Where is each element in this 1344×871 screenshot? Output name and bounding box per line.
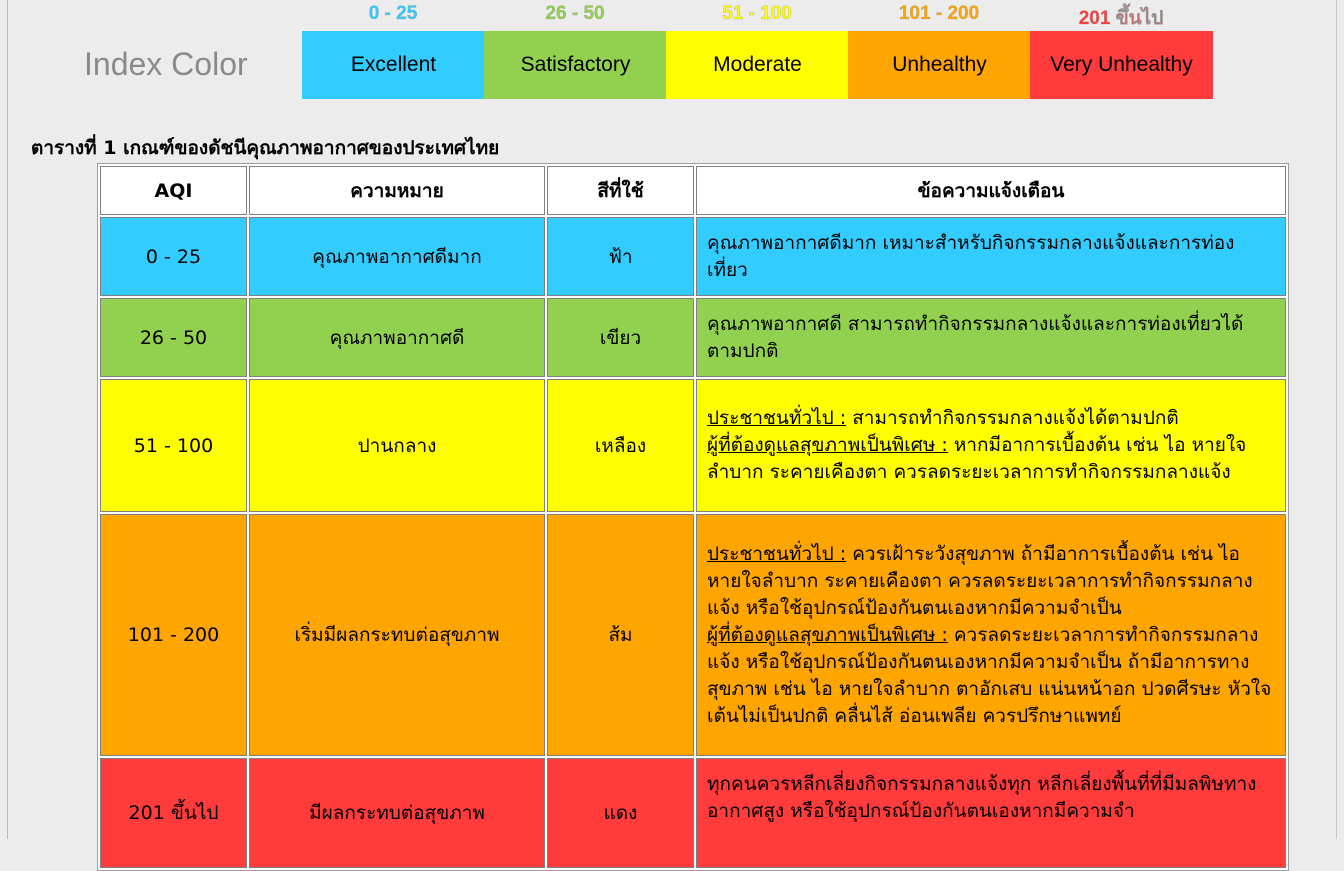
sensitive-group-text: ควรลดระยะเวลาการทำกิจกรรมกลางแจ้ง หรือใช้อุปกรณ์ป้องกันตนเองหากมีความจำเป็น ถ้ามีอาการทางสุขภาพ เช่น ไอ หายใจลำบาก ตาอักเสบ แน่นหน้าอก ปวดศีรษะ หัวใจเต้นไม่เป็นปกติ คลื่นไส้ อ่อนเพลีย ควรปรึกษาแพทย์ (707, 623, 1272, 727)
table-row (100, 298, 1286, 377)
legend-swatch-moderate: Moderate (666, 31, 849, 99)
sensitive-group-label: ผู้ที่ต้องดูแลสุขภาพเป็นพิเศษ : (707, 434, 948, 456)
table-row (100, 379, 1286, 512)
sensitive-group-text: หากมีอาการเบื้องต้น เช่น ไอ หายใจลำบาก ระคายเคืองตา ควรลดระยะเวลาการทำกิจกรรมกลางแจ้ง (707, 434, 1247, 483)
warning-text: คุณภาพอากาศดี สามารถทำกิจกรรมกลางแจ้งและการท่องเที่ยวได้ตามปกติ (707, 312, 1244, 362)
legend-swatch-very-unhealthy: Very Unhealthy (1030, 31, 1213, 99)
legend-swatch-excellent: Excellent (302, 31, 485, 99)
warning-cell (696, 379, 1286, 512)
table-row (100, 217, 1286, 296)
aqi-range-cell: 201 ขึ้นไป (100, 758, 247, 868)
warning-cell (696, 758, 1286, 868)
meaning-cell: คุณภาพอากาศดีมาก (249, 217, 545, 296)
legend-color-bar (302, 31, 1213, 99)
header-warning: ข้อความแจ้งเตือน (696, 166, 1286, 215)
legend-range-unhealthy: 101 - 200 (898, 3, 980, 24)
legend-range-very-unhealthy: 201 ขึ้นไป (1078, 8, 1164, 29)
aqi-criteria-table (97, 163, 1289, 871)
table-row (100, 758, 1286, 868)
general-public-text: ควรเฝ้าระวังสุขภาพ ถ้ามีอาการเบื้องต้น เช่น ไอ หายใจลำบาก ระคายเคืองตา ควรลดระยะเวลาการทำกิจกรรมกลางแจ้ง หรือใช้อุปกรณ์ป้องกันตนเองหากมีความจำเป็น (707, 542, 1253, 619)
aqi-range-cell: 0 - 25 (100, 217, 247, 296)
meaning-cell: คุณภาพอากาศดี (249, 298, 545, 377)
color-name-cell: เหลือง (547, 379, 694, 512)
aqi-range-cell: 26 - 50 (100, 298, 247, 377)
header-aqi: AQI (100, 166, 247, 215)
meaning-cell: เริ่มมีผลกระทบต่อสุขภาพ (249, 514, 545, 756)
warning-text: คุณภาพอากาศดีมาก เหมาะสำหรับกิจกรรมกลางแจ้งและการท่องเที่ยว (707, 231, 1235, 281)
color-name-cell: แดง (547, 758, 694, 868)
sensitive-group-label: ผู้ที่ต้องดูแลสุขภาพเป็นพิเศษ : (707, 623, 948, 646)
header-meaning: ความหมาย (249, 166, 545, 215)
legend-range-excellent: 0 - 25 (368, 3, 418, 24)
table-caption: ตารางที่ 1 เกณฑ์ของดัชนีคุณภาพอากาศของประเทศไทย (31, 137, 500, 159)
legend-range-moderate: 51 - 100 (722, 3, 792, 24)
color-name-cell: เขียว (547, 298, 694, 377)
page-right-border (1336, 0, 1337, 839)
aqi-range-cell: 101 - 200 (100, 514, 247, 756)
legend-swatch-unhealthy: Unhealthy (848, 31, 1031, 99)
legend-range-satisfactory: 26 - 50 (545, 3, 605, 24)
color-name-cell: ส้ม (547, 514, 694, 756)
meaning-cell: มีผลกระทบต่อสุขภาพ (249, 758, 545, 868)
warning-cell (696, 217, 1286, 296)
aqi-range-cell: 51 - 100 (100, 379, 247, 512)
warning-cell (696, 298, 1286, 377)
legend-range-labels (302, 3, 1213, 29)
header-color: สีที่ใช้ (547, 166, 694, 215)
general-public-label: ประชาชนทั่วไป : (707, 542, 847, 565)
color-name-cell: ฟ้า (547, 217, 694, 296)
table-row (100, 514, 1286, 756)
warning-text: ทุกคนควรหลีกเลี่ยงกิจกรรมกลางแจ้งทุก หลีกเลี่ยงพื้นที่ที่มีมลพิษทางอากาศสูง หรือใช้อุปกรณ์ป้องกันตนเองหากมีความจำ (707, 773, 1257, 822)
table-header-row (100, 166, 1286, 215)
warning-cell (696, 514, 1286, 756)
legend-swatch-satisfactory: Satisfactory (484, 31, 667, 99)
general-public-label: ประชาชนทั่วไป : (707, 407, 847, 429)
general-public-text: สามารถทำกิจกรรมกลางแจ้งได้ตามปกติ (846, 407, 1179, 429)
meaning-cell: ปานกลาง (249, 379, 545, 512)
page-left-border (7, 0, 8, 839)
index-color-title: Index Color (84, 46, 248, 82)
